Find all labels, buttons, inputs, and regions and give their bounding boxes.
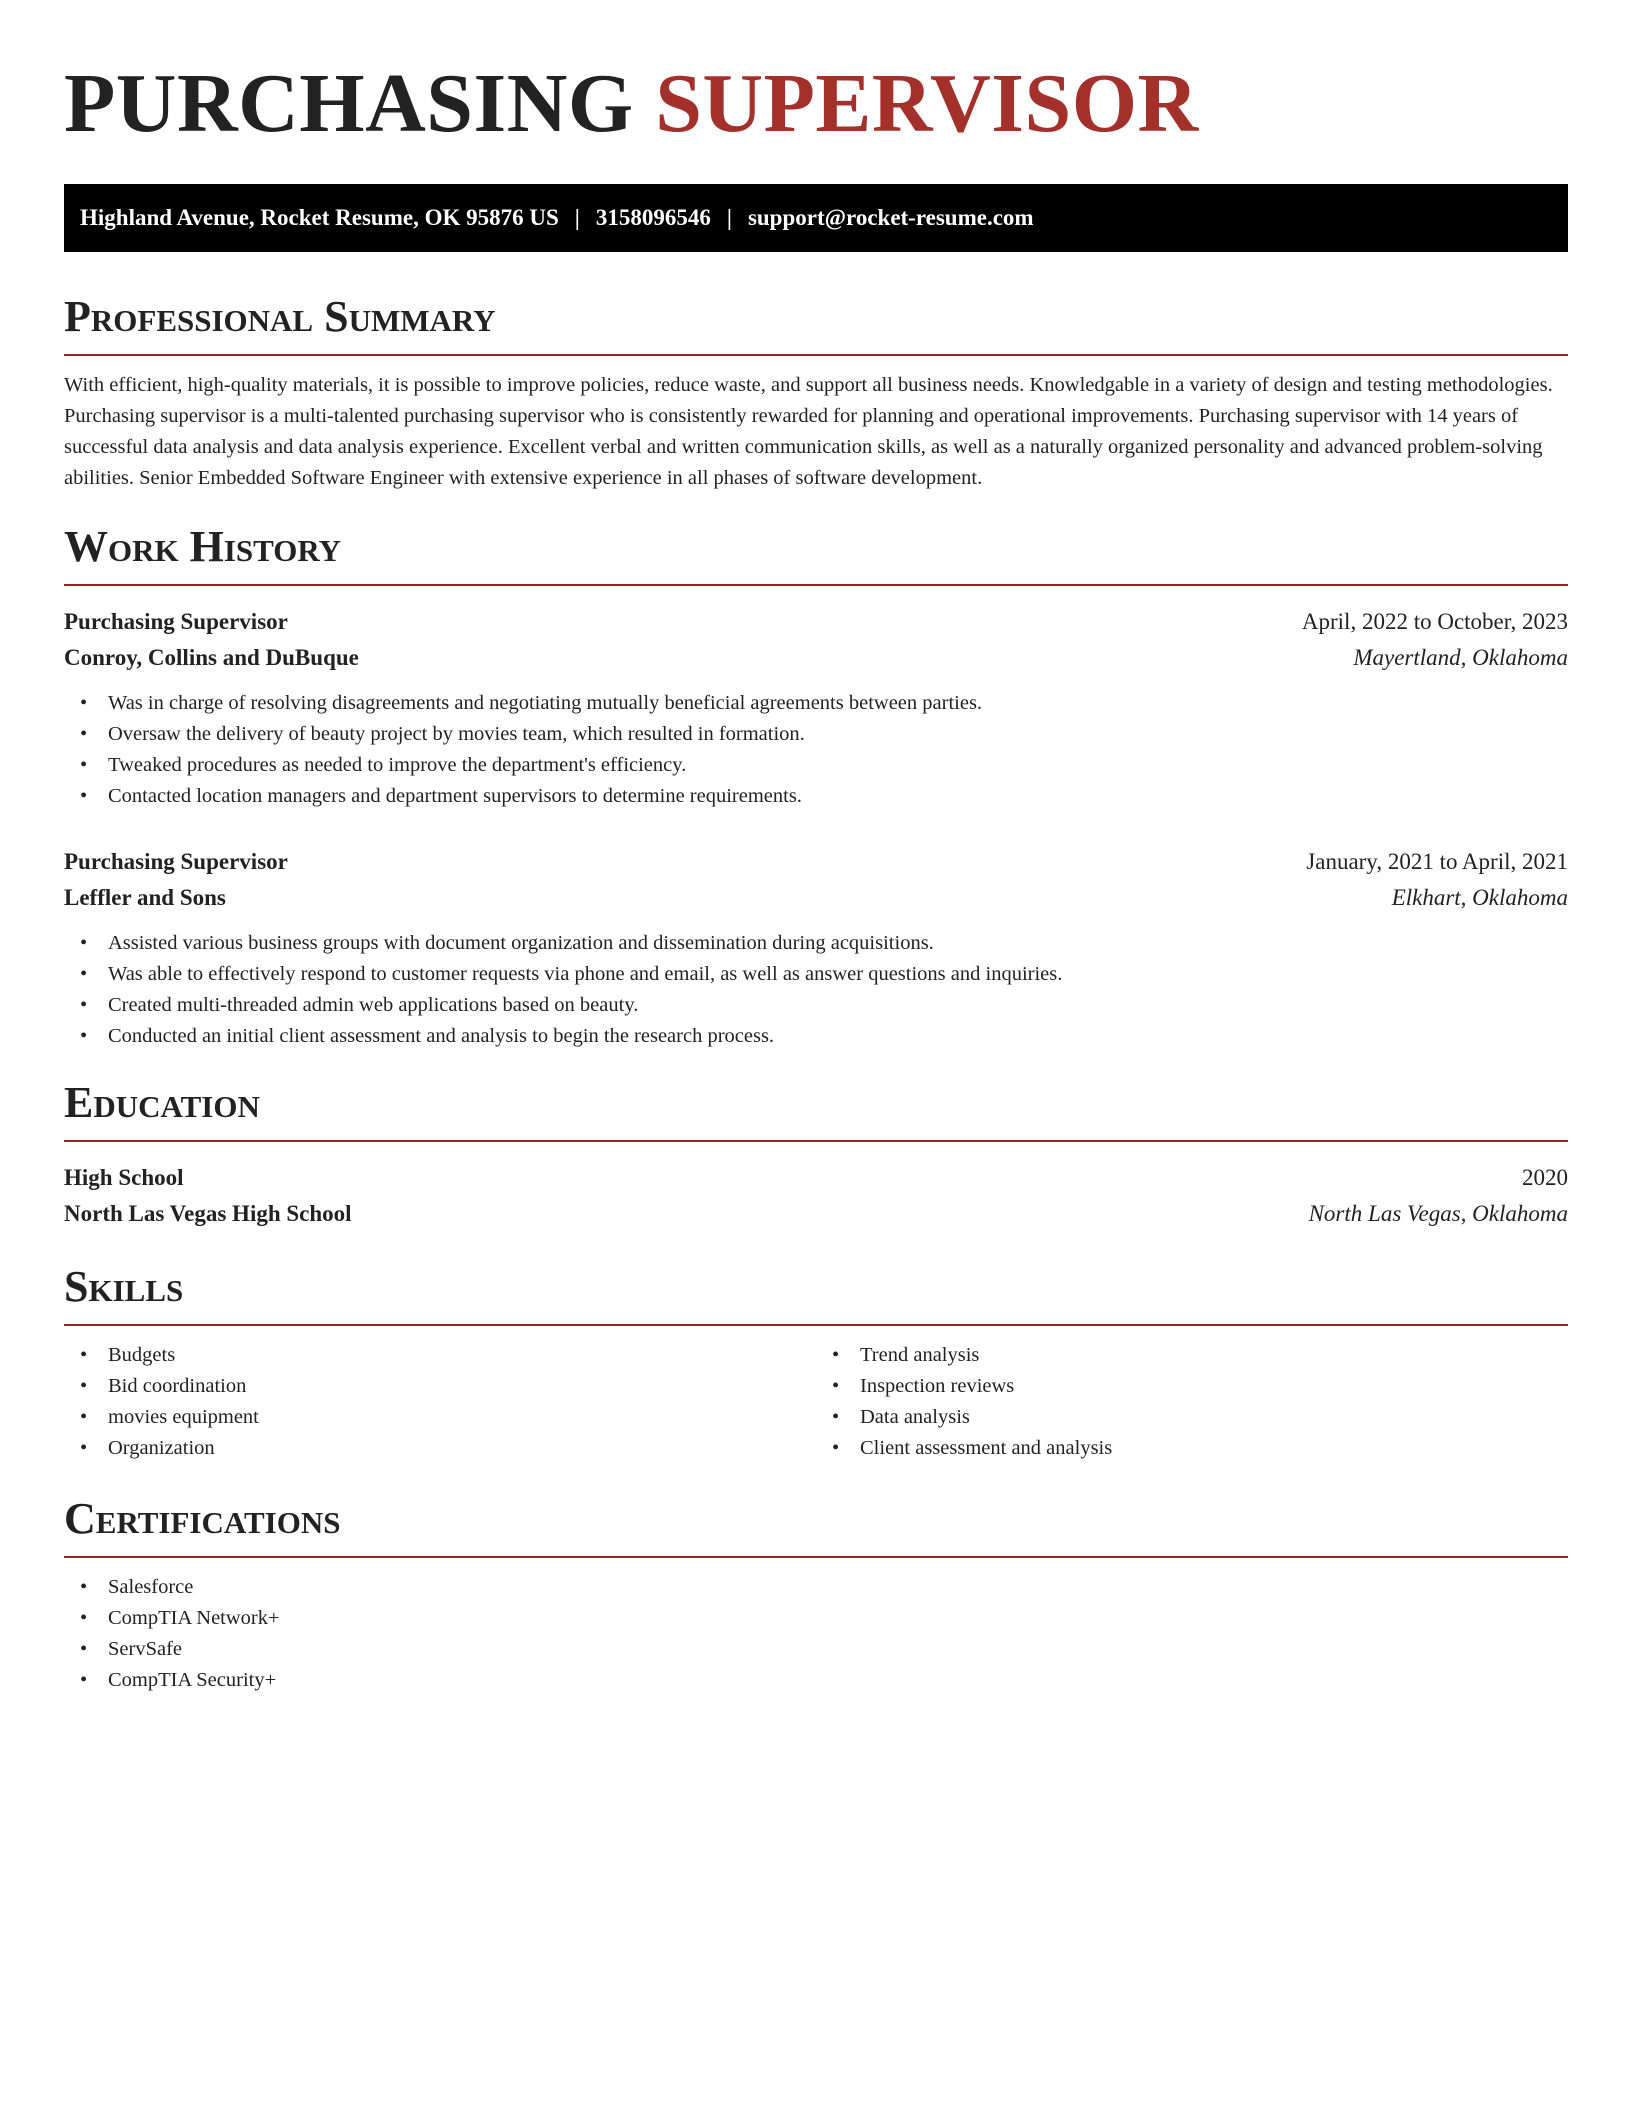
education-entry [64,1160,1568,1232]
list-item: • Trend analysis [832,1340,1568,1371]
contact-phone: 3158096546 [595,205,711,230]
job-dates: April, 2022 to October, 2023 [1301,609,1568,634]
list-item: • Bid coordination [80,1371,816,1402]
work-history-heading: Work History [64,522,1568,586]
education-school: North Las Vegas High School [64,1201,352,1226]
skills-grid [64,1340,1568,1464]
list-item: • Contacted location managers and department supervisors to determine requirements. [80,781,1568,812]
skills-heading: Skills [64,1262,1568,1326]
job-company-row [64,640,1568,676]
job-entry [64,604,1568,812]
summary-text: With efficient, high-quality materials, it is possible to improve policies, reduce waste, and support all business needs. Knowledgable in a variety of design and testing methodologies. Purchasing supervisor is a multi-talented purchasing supervisor who is consistently rewarded for planning and operational improvements. Purchasing supervisor with 14 years of successful data analysis and data analysis experience. Excellent verbal and written communication skills, as well as a naturally organized personality and advanced problem-solving abilities. Senior Embedded Software Engineer with extensive experience in all phases of software development. [64,374,1553,489]
contact-separator: | [726,205,732,230]
skills-left-column [64,1340,816,1464]
job-entry [64,844,1568,1052]
certifications-list [64,1572,1568,1696]
skills-section [64,1262,1568,1464]
certifications-heading: Certifications [64,1494,1568,1558]
education-school-row [64,1196,1568,1232]
education-degree: High School [64,1165,184,1190]
skills-right-column [816,1340,1568,1464]
list-item: • Budgets [80,1340,816,1371]
education-degree-row [64,1160,1568,1196]
page-title [64,58,1568,150]
job-company: Conroy, Collins and DuBuque [64,645,359,670]
contact-address: Highland Avenue, Rocket Resume, OK 95876 US [80,205,559,230]
list-item: • Inspection reviews [832,1371,1568,1402]
list-item: • CompTIA Network+ [80,1603,1568,1634]
education-heading: Education [64,1078,1568,1142]
job-title-row [64,844,1568,880]
list-item: • Conducted an initial client assessment and analysis to begin the research process. [80,1021,1568,1052]
list-item: • ServSafe [80,1634,1568,1665]
job-title: Purchasing Supervisor [64,849,288,874]
job-location: Mayertland, Oklahoma [1353,645,1568,670]
list-item: • Client assessment and analysis [832,1433,1568,1464]
list-item: • movies equipment [80,1402,816,1433]
list-item: • Assisted various business groups with document organization and dissemination during acquisitions. [80,928,1568,959]
list-item: • Created multi-threaded admin web applications based on beauty. [80,990,1568,1021]
contact-email[interactable]: support@rocket-resume.com [747,205,1034,230]
education-location: North Las Vegas, Oklahoma [1308,1201,1568,1226]
list-item: • Was in charge of resolving disagreements and negotiating mutually beneficial agreements between parties. [80,688,1568,719]
job-title: Purchasing Supervisor [64,609,288,634]
list-item: • Oversaw the delivery of beauty project by movies team, which resulted in formation. [80,719,1568,750]
job-bullets [64,928,1568,1052]
list-item: • CompTIA Security+ [80,1665,1568,1696]
summary-heading: Professional Summary [64,292,1568,356]
job-dates: January, 2021 to April, 2021 [1306,849,1568,874]
title-first-word: PURCHASING [64,57,634,150]
list-item: • Organization [80,1433,816,1464]
education-section [64,1078,1568,1232]
contact-bar [64,184,1568,252]
summary-section [64,292,1568,494]
job-location: Elkhart, Oklahoma [1391,885,1568,910]
list-item: • Tweaked procedures as needed to improve the department's efficiency. [80,750,1568,781]
contact-separator: | [574,205,580,230]
work-history-section [64,522,1568,1052]
job-bullets [64,688,1568,812]
title-second-word: SUPERVISOR [655,57,1199,150]
job-title-row [64,604,1568,640]
list-item: • Salesforce [80,1572,1568,1603]
list-item: • Data analysis [832,1402,1568,1433]
job-company-row [64,880,1568,916]
job-company: Leffler and Sons [64,885,226,910]
education-year: 2020 [1522,1165,1568,1190]
list-item: • Was able to effectively respond to customer requests via phone and email, as well as answer questions and inquiries. [80,959,1568,990]
certifications-section [64,1494,1568,1696]
